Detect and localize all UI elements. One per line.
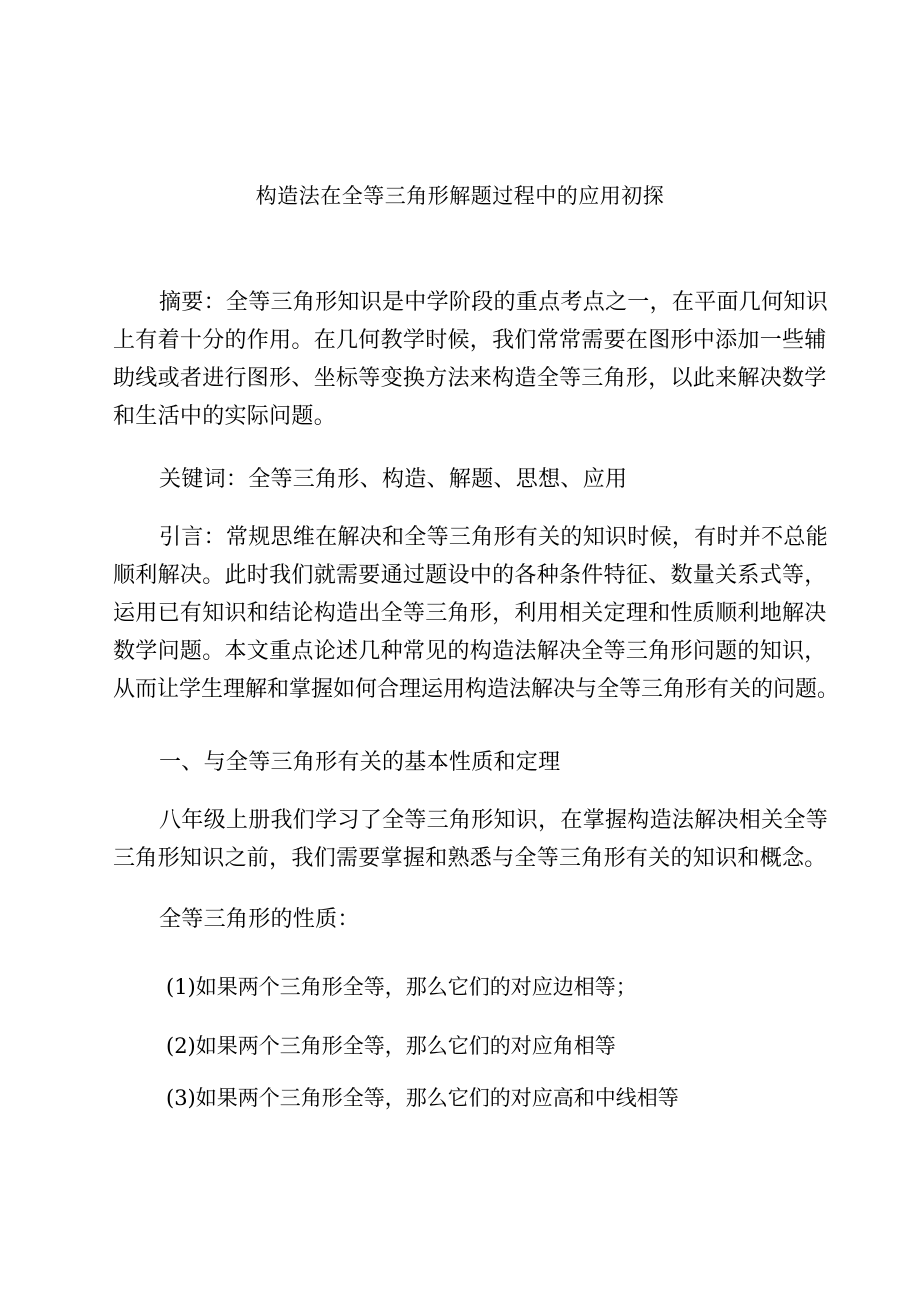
- introduction-line: 数学问题。本文重点论述几种常见的构造法解决全等三角形问题的知识，: [113, 639, 827, 664]
- property-item: (3)如果两个三角形全等，那么它们的对应高和中线相等: [166, 1086, 679, 1110]
- keywords-line: 关键词：全等三角形、构造、解题、思想、应用: [159, 467, 628, 492]
- section-heading-text: 一、与全等三角形有关的基本性质和定理: [159, 750, 561, 775]
- introduction-line: 顺利解决。此时我们就需要通过题设中的各种条件特征、数量关系式等，: [113, 563, 827, 588]
- document-title: 构造法在全等三角形解题过程中的应用初探: [255, 184, 665, 208]
- abstract-line: 助线或者进行图形、坐标等变换方法来构造全等三角形，以此来解决数学: [113, 366, 827, 391]
- section-heading: [113, 744, 825, 782]
- section-intro-line: 八年级上册我们学习了全等三角形知识，在掌握构造法解决相关全等: [159, 808, 829, 833]
- keywords-paragraph: [113, 461, 825, 499]
- abstract-line: 上有着十分的作用。在几何教学时候，我们常常需要在图形中添加一些辅: [113, 328, 827, 353]
- section-intro-line: 三角形知识之前，我们需要掌握和熟悉与全等三角形有关的知识和概念。: [113, 846, 827, 871]
- property-item: (2)如果两个三角形全等，那么它们的对应角相等: [166, 1034, 616, 1058]
- section-intro-paragraph: [113, 802, 829, 878]
- properties-heading-text: 全等三角形的性质：: [159, 907, 360, 932]
- introduction-line: 引言：常规思维在解决和全等三角形有关的知识时候，有时并不总能: [159, 525, 829, 550]
- introduction-line: 运用已有知识和结论构造出全等三角形，利用相关定理和性质顺利地解决: [113, 601, 827, 626]
- abstract-line: 摘要：全等三角形知识是中学阶段的重点考点之一，在平面几何知识: [159, 290, 829, 315]
- property-item: (1)如果两个三角形全等，那么它们的对应边相等；: [166, 975, 637, 999]
- introduction-line: 从而让学生理解和掌握如何合理运用构造法解决与全等三角形有关的问题。: [113, 677, 840, 702]
- introduction-paragraph: [113, 519, 840, 709]
- abstract-paragraph: [113, 284, 829, 436]
- abstract-line: 和生活中的实际问题。: [113, 404, 337, 429]
- properties-heading: [113, 901, 825, 939]
